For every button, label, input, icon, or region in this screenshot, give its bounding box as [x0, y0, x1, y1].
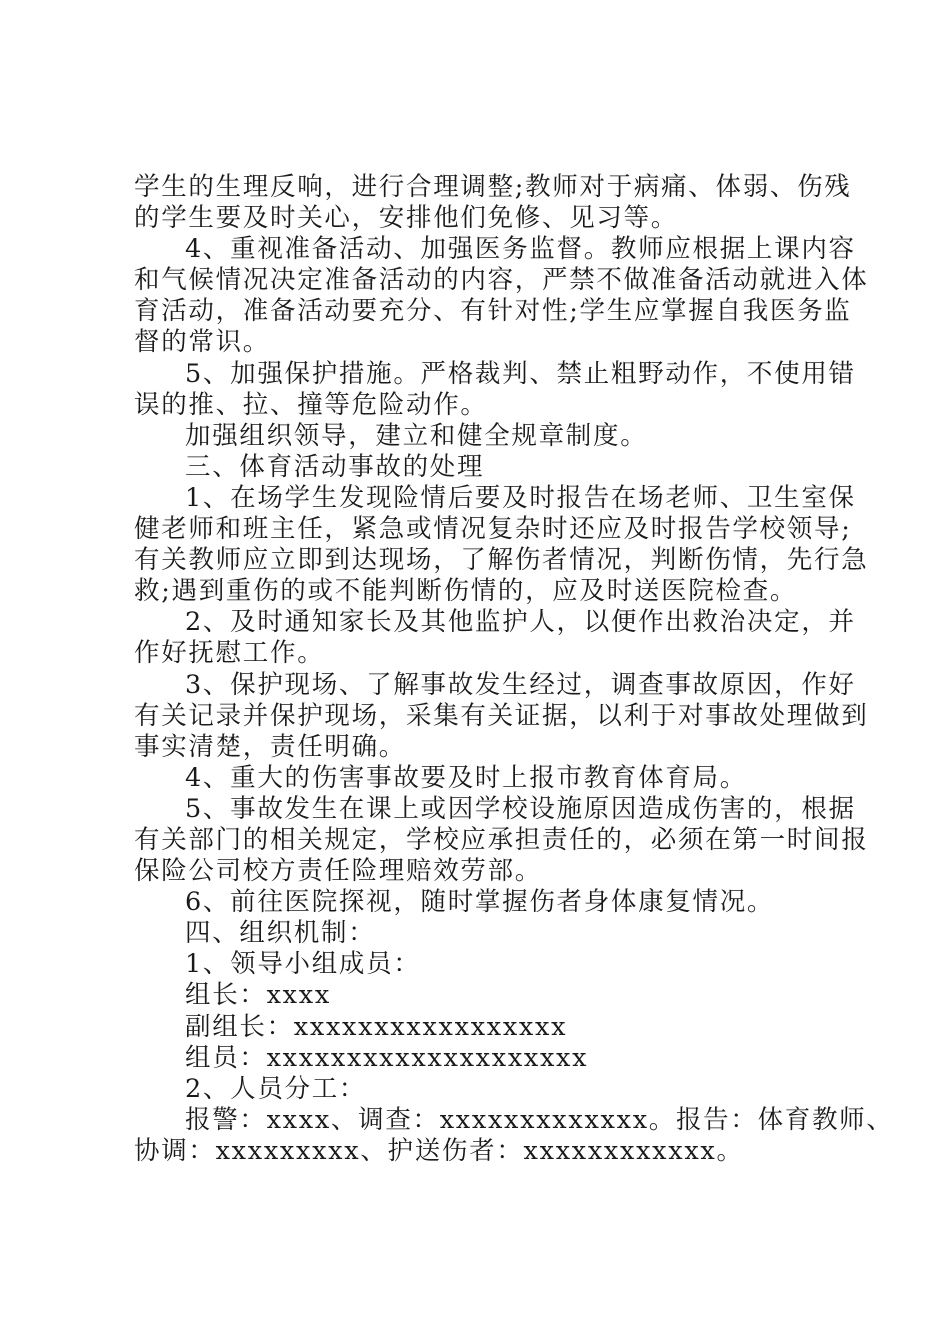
text-line: 组长：xxxx: [185, 980, 331, 1011]
text-line: 6、前往医院探视，随时掌握伤者身体康复情况。: [185, 887, 775, 918]
text-line: 和气候情况决定准备活动的内容，严禁不做准备活动就进入体: [134, 265, 869, 296]
text-line: 副组长：xxxxxxxxxxxxxxxxx: [185, 1011, 568, 1042]
text-line: 保险公司校方责任险理赔效劳部。: [134, 856, 543, 887]
document-body: [134, 172, 894, 1167]
text-line: 学生的生理反响，进行合理调整;教师对于病痛、体弱、伤残: [134, 172, 852, 202]
text-line: 事实清楚，责任明确。: [134, 731, 407, 762]
text-line: 1、领导小组成员：: [185, 949, 421, 980]
text-line: 1、在场学生发现险情后要及时报告在场老师、卫生室保: [185, 482, 856, 513]
text-line: 作好抚慰工作。: [134, 638, 325, 669]
text-line: 的学生要及时关心，安排他们免修、见习等。: [134, 203, 679, 234]
text-line: 督的常识。: [134, 327, 271, 358]
text-line: 4、重视准备活动、加强医务监督。教师应根据上课内容: [185, 234, 856, 265]
text-line: 有关部门的相关规定，学校应承担责任的，必须在第一时间报: [134, 824, 869, 855]
text-line: 误的推、拉、撞等危险动作。: [134, 389, 488, 420]
text-line: 组员：xxxxxxxxxxxxxxxxxxxx: [185, 1042, 589, 1073]
text-line: 协调：xxxxxxxxx、护送伤者：xxxxxxxxxxxx。: [134, 1135, 744, 1166]
section-heading: 四、组织机制：: [185, 918, 376, 949]
text-line: 有关教师应立即到达现场，了解伤者情况，判断伤情，先行急: [134, 545, 869, 576]
text-line: 2、及时通知家长及其他监护人，以便作出救治决定，并: [185, 607, 856, 638]
text-line: 4、重大的伤害事故要及时上报市教育体育局。: [185, 762, 747, 793]
text-line: 2、人员分工：: [185, 1073, 367, 1104]
text-line: 育活动，准备活动要充分、有针对性;学生应掌握自我医务监: [134, 296, 852, 327]
text-line: 有关记录并保护现场，采集有关证据，以利于对事故处理做到: [134, 700, 869, 731]
text-line: 5、事故发生在课上或因学校设施原因造成伤害的，根据: [185, 793, 856, 824]
text-line: 救;遇到重伤的或不能判断伤情的，应及时送医院检查。: [134, 576, 798, 607]
text-line: 加强组织领导，建立和健全规章制度。: [185, 420, 648, 451]
text-line: 报警：xxxx、调查：xxxxxxxxxxxxx。报告：体育教师、: [185, 1104, 894, 1135]
text-line: 5、加强保护措施。严格裁判、禁止粗野动作，不使用错: [185, 358, 856, 389]
text-line: 3、保护现场、了解事故发生经过，调查事故原因，作好: [185, 669, 856, 700]
section-heading: 三、体育活动事故的处理: [185, 451, 485, 482]
text-line: 健老师和班主任，紧急或情况复杂时还应及时报告学校领导;: [134, 514, 852, 545]
